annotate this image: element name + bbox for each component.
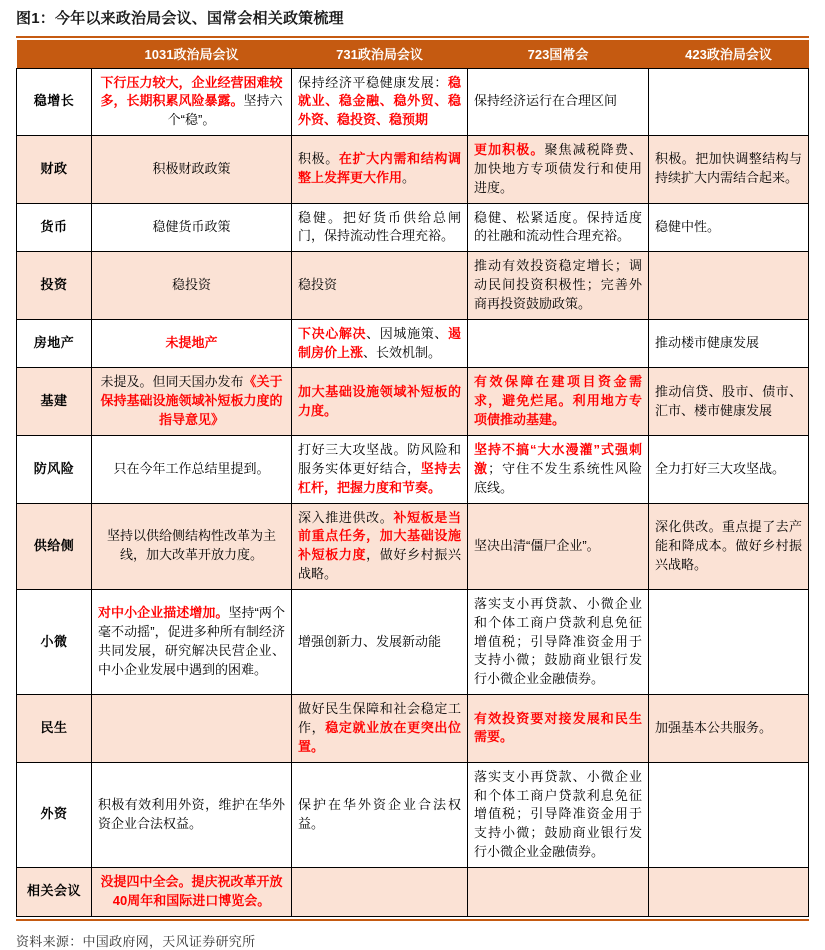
table-cell [649, 762, 809, 867]
cell-text: 落实支小再贷款、小微企业和个体工商户贷款利息免征增值税；引导降准资金用于支持小微；鼓励商业银行发行小微企业金融债券。 [474, 768, 642, 860]
table-cell [649, 503, 809, 589]
table-cell [468, 503, 649, 589]
table-row [17, 589, 809, 694]
cell-text: 聚焦减税降费、加快地方专项债发行和使用进度。 [474, 142, 642, 195]
table-cell [292, 762, 468, 867]
table-cell [292, 368, 468, 436]
table-cell [92, 252, 292, 320]
table-row [17, 695, 809, 763]
highlighted-text: 坚持不搞“大水漫灌”式强刺激 [474, 442, 642, 476]
cell-text: 深入推进供改。 [298, 509, 394, 525]
highlighted-text: 在扩大内需和结构调整上发挥更大作用 [298, 151, 461, 186]
row-label: 民生 [17, 695, 92, 763]
row-label: 货币 [17, 203, 92, 252]
highlighted-text: 下行压力较大，企业经营困难较多，长期积累风险暴露。 [100, 74, 283, 109]
cell-text: 只在今年工作总结里提到。 [113, 460, 270, 476]
table-cell [468, 762, 649, 867]
cell-text: 坚持以供给侧结构性改革为主线，加大改革开放力度。 [106, 528, 276, 563]
table-cell [292, 203, 468, 252]
page-title: 图1：今年以来政治局会议、国常会相关政策梳理 [16, 10, 344, 27]
table-container [16, 36, 809, 921]
highlighted-text: 坚持去杠杆，把握力度和节奏。 [298, 460, 461, 495]
table-cell [649, 695, 809, 763]
table-cell [92, 762, 292, 867]
table-header-cell-0 [17, 40, 92, 69]
table-row [17, 136, 809, 204]
table-cell [649, 252, 809, 320]
table-cell [649, 589, 809, 694]
table-cell [92, 436, 292, 504]
cell-text: 打好三大攻坚战。防风险和服务实体更好结合， [298, 442, 461, 476]
cell-text: 稳健。把好货币供给总闸门，保持流动性合理充裕。 [298, 209, 461, 244]
table-cell [292, 136, 468, 204]
table-cell [92, 503, 292, 589]
row-label: 稳增长 [17, 68, 92, 136]
table-header-cell-3: 723国常会 [468, 40, 649, 69]
cell-text: 稳投资 [298, 277, 338, 293]
highlighted-text: 遏制房价上涨 [298, 325, 461, 360]
table-cell [468, 695, 649, 763]
cell-text: 积极有效利用外资，维护在华外资企业合法权益。 [98, 796, 285, 831]
table-row [17, 319, 809, 368]
cell-text: 坚决出清“僵尸企业”。 [474, 537, 600, 553]
source-note: 资料来源：中国政府网，天风证券研究所 [16, 933, 256, 949]
table-row [17, 762, 809, 867]
highlighted-text: 加大基础设施领域补短板的力度。 [298, 383, 461, 418]
table-cell [92, 68, 292, 136]
table-cell [649, 319, 809, 368]
cell-text: 坚持“两个毫不动摇”，促进多种所有制经济共同发展，研究解决民营企业、中小企业发展中遇到的困难。 [98, 605, 285, 677]
table-cell [92, 695, 292, 763]
cell-text: 稳投资 [171, 277, 211, 293]
table-header [17, 40, 809, 69]
table-cell [649, 368, 809, 436]
table-cell [468, 867, 649, 916]
table-row [17, 436, 809, 504]
highlighted-text: 更加积极。 [474, 142, 545, 158]
cell-text: 、因城施策、 [366, 325, 448, 341]
table-cell [292, 867, 468, 916]
cell-text: 保持经济运行在合理区间 [474, 93, 618, 109]
highlighted-text: 有效投资要对接发展和民生需要。 [474, 710, 642, 745]
highlighted-text: 《关于保持基础设施领域补短板力度的指导意见》 [100, 374, 283, 428]
cell-text: 推动有效投资稳定增长；调动民间投资积极性；完善外商再投资鼓励政策。 [474, 258, 642, 311]
cell-text: 、长效机制。 [363, 344, 442, 360]
table-cell [92, 136, 292, 204]
table-cell [468, 589, 649, 694]
cell-text: ；守住不发生系统性风险底线。 [474, 460, 642, 495]
cell-text: 做好民生保障和社会稳定工作， [298, 701, 461, 735]
table-cell [92, 319, 292, 368]
table-row [17, 368, 809, 436]
cell-text: 稳健货币政策 [152, 218, 231, 234]
cell-text: 积极财政政策 [152, 160, 231, 176]
row-label: 基建 [17, 368, 92, 436]
row-label: 小微 [17, 589, 92, 694]
highlighted-text: 下决心解决 [298, 325, 367, 341]
table-cell [468, 203, 649, 252]
table-cell [92, 368, 292, 436]
cell-text: 全力打好三大攻坚战。 [655, 460, 786, 476]
table-cell [292, 589, 468, 694]
table-row [17, 503, 809, 589]
table-cell [468, 136, 649, 204]
cell-text: 保护在华外资企业合法权益。 [298, 796, 461, 831]
table-cell [649, 867, 809, 916]
highlighted-text: 有效保障在建项目资金需求，避免烂尾。利用地方专项债推动基建。 [474, 374, 642, 428]
table-cell [92, 867, 292, 916]
cell-text: 保持经济平稳健康发展： [298, 74, 448, 90]
cell-text: 落实支小再贷款、小微企业和个体工商户贷款利息免征增值税；引导降准资金用于支持小微；鼓励商业银行发行小微企业金融债券。 [474, 595, 642, 687]
table-cell [468, 252, 649, 320]
table-cell [649, 436, 809, 504]
cell-text: 稳健中性。 [655, 218, 721, 234]
row-label: 供给侧 [17, 503, 92, 589]
cell-text: 推动信贷、股市、债市、汇市、楼市健康发展 [655, 383, 802, 418]
table-cell [92, 589, 292, 694]
table-cell [468, 436, 649, 504]
highlighted-text: 稳定就业放在更突出位置。 [298, 719, 461, 754]
cell-text: 积极。把加快调整结构与持续扩大内需结合起来。 [655, 151, 802, 186]
table-row [17, 68, 809, 136]
cell-text: ，做好乡村振兴战略。 [298, 547, 461, 582]
table-cell [292, 503, 468, 589]
table-body [17, 68, 809, 916]
row-label: 外资 [17, 762, 92, 867]
table-cell [649, 203, 809, 252]
cell-text: 稳健、松紧适度。保持适度的社融和流动性合理充裕。 [474, 209, 642, 244]
table-row [17, 867, 809, 916]
table-header-cell-2: 731政治局会议 [292, 40, 468, 69]
cell-text: 增强创新力、发展新动能 [298, 633, 442, 649]
table-cell [649, 136, 809, 204]
table-cell [292, 319, 468, 368]
table-cell [292, 436, 468, 504]
row-label: 财政 [17, 136, 92, 204]
table-cell [292, 252, 468, 320]
table-cell [292, 68, 468, 136]
row-label: 防风险 [17, 436, 92, 504]
table-header-cell-1: 1031政治局会议 [92, 40, 292, 69]
cell-text: 推动楼市健康发展 [655, 335, 760, 351]
policy-comparison-table [16, 40, 809, 917]
highlighted-text: 未提地产 [165, 335, 218, 351]
table-row [17, 252, 809, 320]
cell-text: 坚持六个“稳”。 [167, 93, 283, 128]
highlighted-text: 补短板是当前重点任务，加大基础设施补短板力度 [298, 509, 461, 563]
highlighted-text: 稳就业、稳金融、稳外贸、稳外资、稳投资、稳预期 [298, 74, 461, 128]
cell-text: 深化供改。重点提了去产能和降成本。做好乡村振兴战略。 [655, 518, 802, 572]
table-cell [292, 695, 468, 763]
table-header-cell-4: 423政治局会议 [649, 40, 809, 69]
row-label: 投资 [17, 252, 92, 320]
table-cell [468, 319, 649, 368]
row-label: 相关会议 [17, 867, 92, 916]
header-row [17, 40, 809, 69]
cell-text: 加强基本公共服务。 [655, 719, 773, 735]
row-label: 房地产 [17, 319, 92, 368]
cell-text: 。 [402, 170, 416, 186]
table-cell [468, 68, 649, 136]
table-cell [468, 368, 649, 436]
highlighted-text: 没提四中全会。提庆祝改革开放40周年和国际进口博览会。 [100, 873, 283, 908]
table-row [17, 203, 809, 252]
cell-text: 积极。 [298, 151, 339, 167]
highlighted-text: 对中小企业描述增加。 [98, 605, 229, 621]
table-cell [649, 68, 809, 136]
table-cell [92, 203, 292, 252]
cell-text: 未提及。但同天国办发布 [100, 374, 244, 390]
